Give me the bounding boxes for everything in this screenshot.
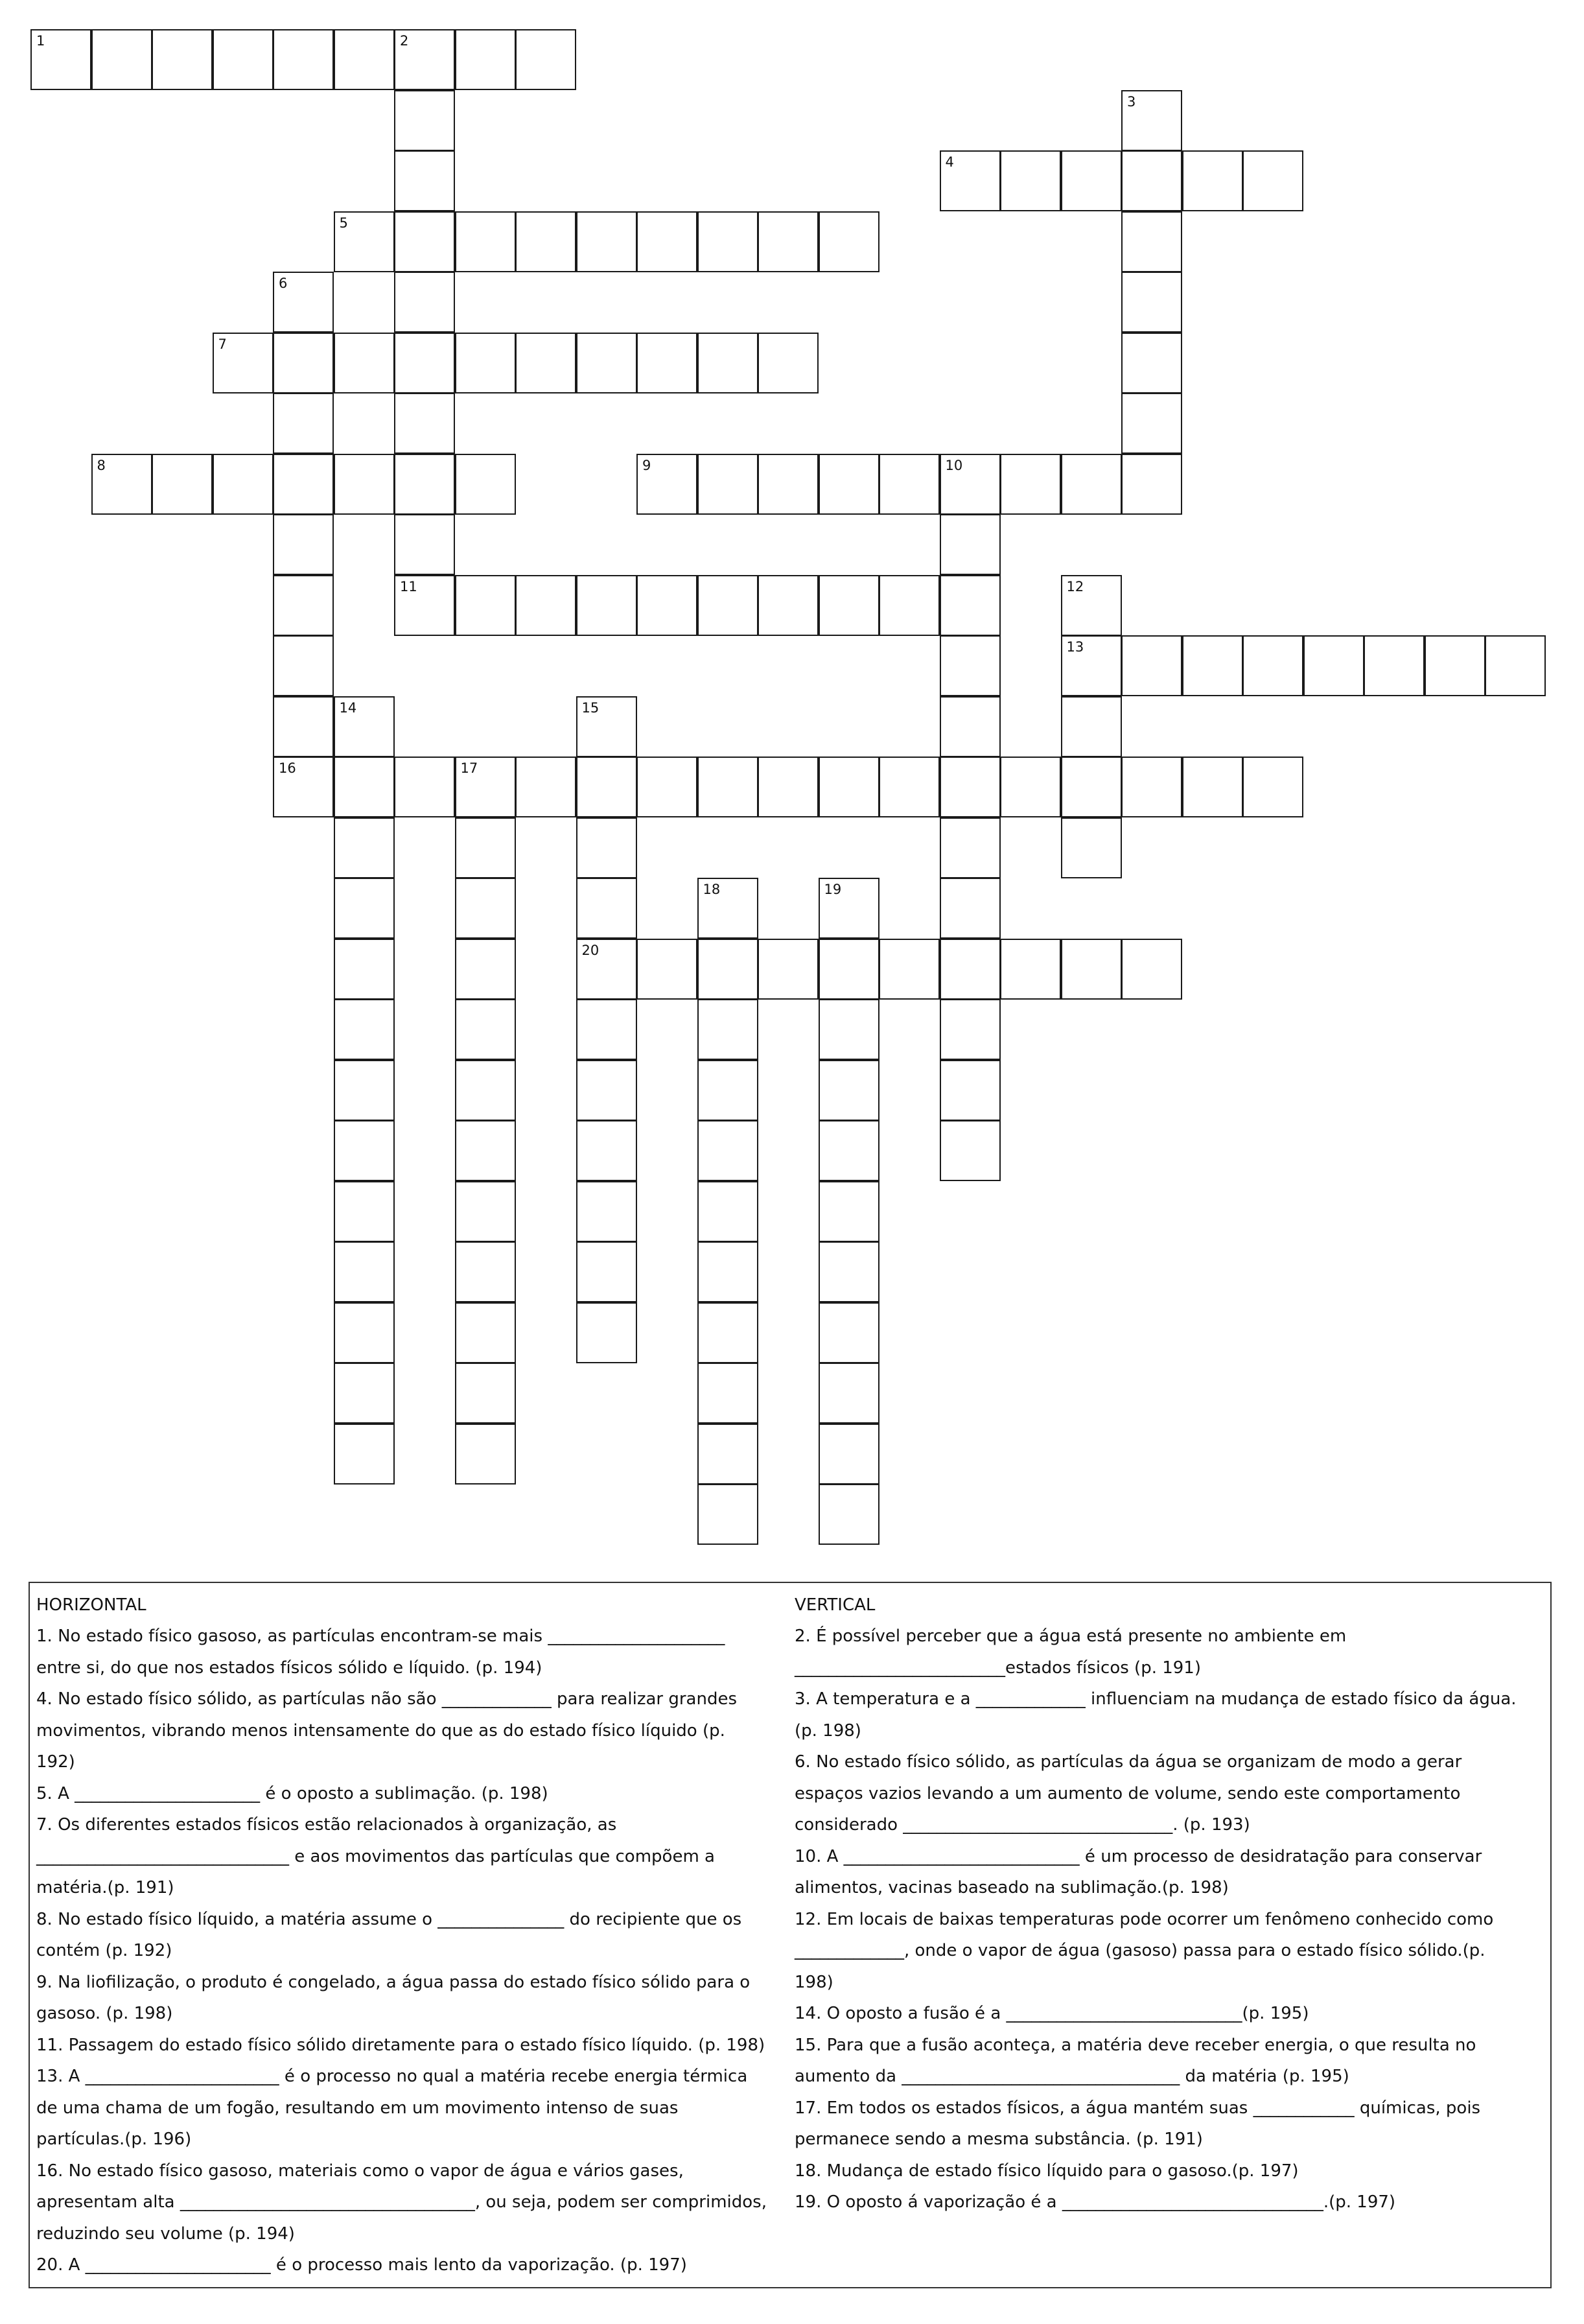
clue-number: 17 [460,760,478,776]
grid-cell[interactable] [1121,90,1182,151]
grid-cell[interactable] [455,333,516,393]
grid-cell[interactable] [1061,939,1122,1000]
grid-cell[interactable] [394,454,455,515]
grid-cell[interactable] [394,514,455,575]
grid-cell[interactable] [91,29,152,90]
vertical-clue-12: 12. Em locais de baixas temperaturas pode ocorrer um fenômeno conhecido como _____________, onde o vapor de água (gasoso) passa para o estado físico sólido.(p. 198) [795,1909,1494,1992]
grid-cell[interactable] [455,211,516,272]
grid-cell[interactable] [1061,454,1122,515]
grid-cell[interactable] [213,333,274,393]
grid-cell[interactable] [697,878,758,939]
horizontal-clue-7: 7. Os diferentes estados físicos estão relacionados à organização, as ______________________________ e aos movimentos das partículas que compõem a matéria.(p. 191) [36,1815,715,1897]
grid-cell[interactable] [394,575,455,636]
grid-cell[interactable] [819,454,879,515]
grid-cell[interactable] [1303,635,1364,696]
grid-cell[interactable] [1364,635,1425,696]
grid-cell[interactable] [273,575,334,636]
grid-cell[interactable] [515,29,576,90]
grid-cell[interactable] [455,878,516,939]
grid-cell[interactable] [879,454,940,515]
grid-cell[interactable] [636,575,697,636]
horizontal-clue-1: 1. No estado físico gasoso, as partículas encontram-se mais _____________________ entre si, do que nos estados físicos sólido e líquido. (p. 194) [36,1626,725,1678]
grid-cell[interactable] [576,1120,637,1181]
clue-number: 20 [581,942,600,958]
grid-cell[interactable] [940,1060,1001,1121]
grid-cell[interactable] [697,575,758,636]
grid-cell[interactable] [697,1424,758,1485]
grid-cell[interactable] [1000,454,1061,515]
grid-cell[interactable] [1485,635,1546,696]
grid-cell[interactable] [455,1181,516,1242]
clue-number: 11 [400,578,417,594]
grid-cell[interactable] [30,29,91,90]
grid-cell[interactable] [1182,757,1243,817]
grid-cell[interactable] [273,333,334,393]
grid-cell[interactable] [636,333,697,393]
grid-cell[interactable] [334,1424,395,1485]
grid-cell[interactable] [879,575,940,636]
clue-number: 19 [824,882,842,897]
grid-cell[interactable] [940,635,1001,696]
grid-cell[interactable] [334,1060,395,1121]
grid-cell[interactable] [819,1120,879,1181]
grid-cell[interactable] [758,939,819,1000]
grid-cell[interactable] [334,1120,395,1181]
grid-cell[interactable] [576,757,637,817]
grid-cell[interactable] [1000,939,1061,1000]
horizontal-clues [36,1590,769,2281]
grid-cell[interactable] [940,696,1001,757]
grid-cell[interactable] [334,696,395,757]
grid-cell[interactable] [819,1302,879,1363]
grid-cell[interactable] [334,878,395,939]
vertical-clue-3: 3. A temperatura e a _____________ influenciam na mudança de estado físico da água.(p. 198) [795,1689,1517,1741]
grid-cell[interactable] [273,29,334,90]
grid-cell[interactable] [455,454,516,515]
grid-cell[interactable] [576,999,637,1060]
grid-cell[interactable] [636,454,697,515]
grid-cell[interactable] [758,333,819,393]
grid-cell[interactable] [334,817,395,878]
grid-cell[interactable] [1182,635,1243,696]
grid-cell[interactable] [334,211,395,272]
horizontal-clue-9: 9. Na liofilização, o produto é congelado, a água passa do estado físico sólido para o gasoso. (p. 198) [36,1972,751,2023]
grid-cell[interactable] [940,575,1001,636]
clue-number: 9 [642,457,651,473]
clue-number: 16 [279,760,296,776]
vertical-clue-15: 15. Para que a fusão aconteça, a matéria deve receber energia, o que resulta no aumento da _________________________________ da matéria (p. 195) [795,2035,1476,2086]
grid-cell[interactable] [455,817,516,878]
clue-number: 15 [581,699,600,716]
grid-cell[interactable] [91,454,152,515]
grid-cell[interactable] [758,757,819,817]
grid-cell[interactable] [334,999,395,1060]
grid-cell[interactable] [515,333,576,393]
grid-cell[interactable] [697,1241,758,1302]
grid-cell[interactable] [273,393,334,454]
grid-cell[interactable] [1121,757,1182,817]
grid-cell[interactable] [213,29,274,90]
clue-number: 4 [945,154,954,170]
clue-number: 13 [1066,639,1084,655]
vertical-clue-6: 6. No estado físico sólido, as partículas da água se organizam de modo a gerar espaços vazios levando a um aumento de volume, sendo este comportamento considerado ________________________________. (p. 193) [795,1752,1462,1835]
horizontal-clue-5: 5. A ______________________ é o oposto a sublimação. (p. 198) [36,1783,548,1803]
grid-cell[interactable] [940,878,1001,939]
grid-cell[interactable] [1182,150,1243,211]
clue-number: 10 [945,457,963,473]
clues-box [29,1582,1552,2288]
grid-cell[interactable] [213,454,274,515]
grid-cell[interactable] [697,1363,758,1424]
grid-cell[interactable] [394,150,455,211]
grid-cell[interactable] [819,211,879,272]
clue-number: 5 [339,215,348,231]
clue-number: 1 [36,33,45,49]
grid-cell[interactable] [697,454,758,515]
grid-cell[interactable] [940,514,1001,575]
grid-cell[interactable] [394,211,455,272]
grid-cell[interactable] [455,939,516,1000]
grid-cell[interactable] [394,333,455,393]
grid-cell[interactable] [455,1363,516,1424]
grid-cell[interactable] [334,1241,395,1302]
grid-cell[interactable] [1121,211,1182,272]
grid-cell[interactable] [940,454,1001,515]
grid-cell[interactable] [273,514,334,575]
grid-cell[interactable] [819,1363,879,1424]
vertical-clue-19: 19. O oposto á vaporização é a _______________________________.(p. 197) [795,2192,1396,2212]
grid-cell[interactable] [940,939,1001,1000]
grid-cell[interactable] [394,393,455,454]
grid-cell[interactable] [273,635,334,696]
grid-cell[interactable] [455,29,516,90]
grid-cell[interactable] [455,1424,516,1485]
grid-cell[interactable] [697,1120,758,1181]
grid-cell[interactable] [334,1302,395,1363]
clue-number: 7 [218,336,227,352]
grid-cell[interactable] [758,454,819,515]
grid-cell[interactable] [1121,333,1182,393]
grid-cell[interactable] [819,1060,879,1121]
grid-cell[interactable] [152,454,213,515]
grid-cell[interactable] [576,1241,637,1302]
clue-number: 6 [279,276,288,291]
grid-cell[interactable] [455,1120,516,1181]
grid-cell[interactable] [697,1060,758,1121]
grid-cell[interactable] [334,29,395,90]
horizontal-clue-8: 8. No estado físico líquido, a matéria assume o _______________ do recipiente que os contém (p. 192) [36,1909,742,1960]
grid-cell[interactable] [576,1302,637,1363]
clue-number: 12 [1066,578,1084,594]
grid-cell[interactable] [1425,635,1485,696]
grid-cell[interactable] [576,211,637,272]
grid-cell[interactable] [455,757,516,817]
grid-cell[interactable] [1061,817,1122,878]
grid-cell[interactable] [940,1120,1001,1181]
grid-cell[interactable] [576,333,637,393]
grid-cell[interactable] [940,757,1001,817]
vertical-clue-2: 2. É possível perceber que a água está presente no ambiente em _________________________estados físicos (p. 191) [795,1626,1347,1678]
grid-cell[interactable] [697,939,758,1000]
grid-cell[interactable] [819,1484,879,1545]
grid-cell[interactable] [394,272,455,333]
grid-cell[interactable] [697,1302,758,1363]
grid-cell[interactable] [576,1060,637,1121]
grid-cell[interactable] [1121,454,1182,515]
grid-cell[interactable] [334,333,395,393]
grid-cell[interactable] [1242,757,1303,817]
grid-cell[interactable] [394,757,455,817]
grid-cell[interactable] [697,1181,758,1242]
horizontal-title: HORIZONTAL [36,1595,146,1615]
grid-cell[interactable] [697,757,758,817]
grid-cell[interactable] [697,999,758,1060]
grid-cell[interactable] [334,454,395,515]
grid-cell[interactable] [697,333,758,393]
grid-cell[interactable] [515,575,576,636]
grid-cell[interactable] [1121,272,1182,333]
grid-cell[interactable] [636,757,697,817]
grid-cell[interactable] [1242,635,1303,696]
grid-cell[interactable] [576,575,637,636]
grid-cell[interactable] [819,757,879,817]
grid-cell[interactable] [697,211,758,272]
grid-cell[interactable] [394,90,455,151]
grid-cell[interactable] [1121,635,1182,696]
grid-cell[interactable] [819,999,879,1060]
vertical-title: VERTICAL [795,1595,876,1615]
grid-cell[interactable] [819,1424,879,1485]
grid-cell[interactable] [1061,757,1122,817]
grid-cell[interactable] [1121,939,1182,1000]
grid-cell[interactable] [273,272,334,333]
grid-cell[interactable] [455,1241,516,1302]
grid-cell[interactable] [697,1484,758,1545]
clue-number: 18 [703,882,721,897]
grid-cell[interactable] [1061,150,1122,211]
grid-cell[interactable] [819,939,879,1000]
grid-cell[interactable] [1000,150,1061,211]
grid-cell[interactable] [1061,696,1122,757]
grid-cell[interactable] [273,696,334,757]
grid-cell[interactable] [758,211,819,272]
horizontal-clue-4: 4. No estado físico sólido, as partículas não são _____________ para realizar grandes movimentos, vibrando menos intensamente do que as do estado físico líquido (p. 192) [36,1689,738,1772]
horizontal-clue-16: 16. No estado físico gasoso, materiais como o vapor de água e vários gases, apresentam alta ___________________________________, ou seja, podem ser comprimidos, reduzindo seu volume (p. 194) [36,2161,767,2244]
grid-cell[interactable] [758,575,819,636]
grid-cell[interactable] [152,29,213,90]
grid-cell[interactable] [1061,575,1122,636]
grid-cell[interactable] [334,1181,395,1242]
clue-number: 8 [97,457,106,473]
clue-number: 2 [400,33,409,49]
grid-cell[interactable] [940,817,1001,878]
vertical-clue-10: 10. A ____________________________ é um processo de desidratação para conservar alimentos, vacinas baseado na sublimação.(p. 198) [795,1846,1482,1897]
grid-cell[interactable] [273,454,334,515]
grid-cell[interactable] [455,575,516,636]
grid-cell[interactable] [1242,150,1303,211]
grid-cell[interactable] [1000,757,1061,817]
vertical-clues [795,1590,1527,2218]
grid-cell[interactable] [394,29,455,90]
grid-cell[interactable] [576,939,637,1000]
grid-cell[interactable] [879,939,940,1000]
vertical-clue-14: 14. O oposto a fusão é a ____________________________(p. 195) [795,2004,1309,2023]
horizontal-clue-13: 13. A _______________________ é o processo no qual a matéria recebe energia térmica de uma chama de um fogão, resultando em um movimento intenso de suas partículas.(p. 196) [36,2067,748,2149]
grid-cell[interactable] [819,1181,879,1242]
grid-cell[interactable] [334,757,395,817]
grid-cell[interactable] [636,211,697,272]
grid-cell[interactable] [515,211,576,272]
grid-cell[interactable] [576,817,637,878]
grid-cell[interactable] [1061,635,1122,696]
grid-cell[interactable] [455,999,516,1060]
grid-cell[interactable] [334,1363,395,1424]
grid-cell[interactable] [515,757,576,817]
grid-cell[interactable] [819,1241,879,1302]
horizontal-clue-20: 20. A ______________________ é o processo mais lento da vaporização. (p. 197) [36,2255,687,2275]
grid-cell[interactable] [576,878,637,939]
grid-cell[interactable] [334,939,395,1000]
grid-cell[interactable] [940,999,1001,1060]
clue-number: 14 [339,699,357,716]
grid-cell[interactable] [819,878,879,939]
grid-cell[interactable] [455,1060,516,1121]
grid-cell[interactable] [576,696,637,757]
grid-cell[interactable] [879,757,940,817]
grid-cell[interactable] [636,939,697,1000]
grid-cell[interactable] [455,1302,516,1363]
grid-cell[interactable] [273,757,334,817]
grid-cell[interactable] [1121,150,1182,211]
grid-cell[interactable] [819,575,879,636]
grid-cell[interactable] [576,1181,637,1242]
vertical-clue-18: 18. Mudança de estado físico líquido para o gasoso.(p. 197) [795,2161,1299,2181]
grid-cell[interactable] [1121,393,1182,454]
clue-number: 3 [1127,93,1136,110]
vertical-clue-17: 17. Em todos os estados físicos, a água mantém suas ____________ químicas, pois permanece sendo a mesma substância. (p. 191) [795,2098,1481,2149]
grid-cell[interactable] [940,150,1001,211]
horizontal-clue-11: 11. Passagem do estado físico sólido diretamente para o estado físico líquido. (p. 198) [36,2035,765,2055]
